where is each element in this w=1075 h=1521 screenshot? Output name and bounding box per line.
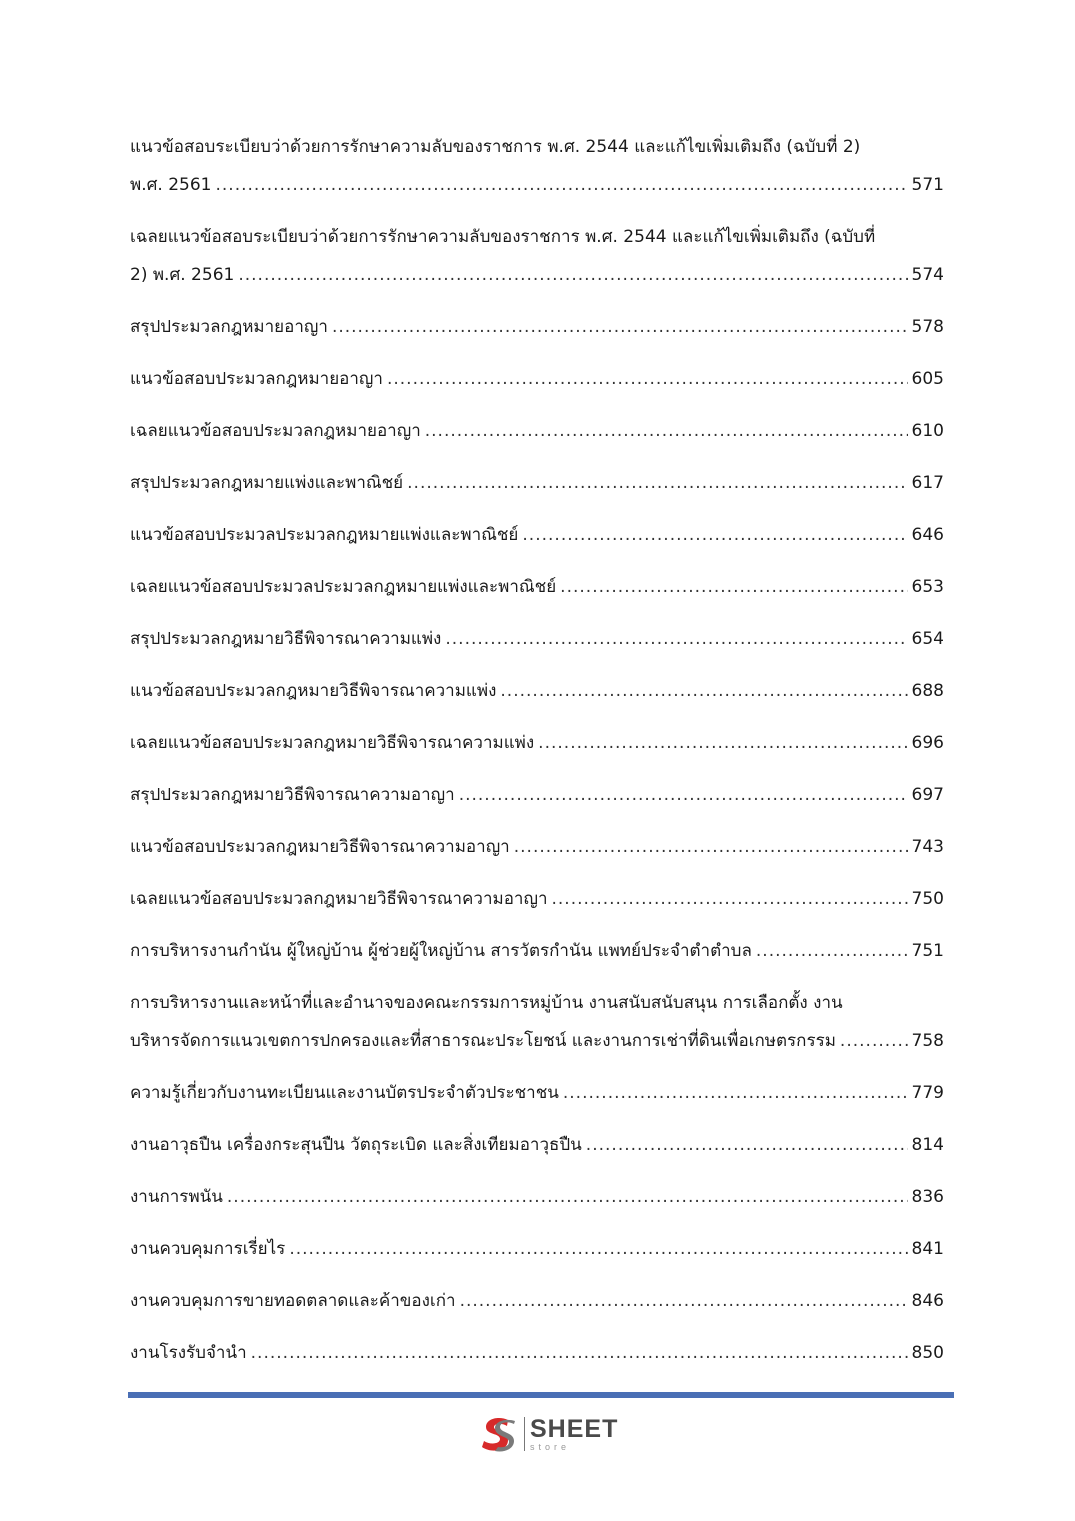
toc-entry[interactable] <box>130 1334 944 1372</box>
toc-entry[interactable] <box>130 724 944 762</box>
toc-entry-title: เฉลยแนวข้อสอบประมวลกฎหมายวิธีพิจารณาความแพ่ง <box>130 733 535 753</box>
toc-entry-last-line <box>130 568 944 606</box>
toc-entry[interactable] <box>130 620 944 658</box>
toc-entry[interactable] <box>130 568 944 606</box>
dot-leader <box>407 464 907 502</box>
toc-entry-title: เฉลยแนวข้อสอบประมวลประมวลกฎหมายแพ่งและพาณิชย์ <box>130 577 557 597</box>
dot-leader <box>840 1022 908 1060</box>
toc-entry[interactable] <box>130 128 944 204</box>
dot-leader <box>500 672 907 710</box>
logo-subtitle: store <box>530 1441 571 1452</box>
toc-entry[interactable] <box>130 1230 944 1268</box>
toc-page-number: 653 <box>911 577 944 597</box>
toc-entry[interactable] <box>130 776 944 814</box>
toc-entry[interactable] <box>130 984 944 1060</box>
toc-entry-last-line <box>130 620 944 658</box>
toc-entry-title: งานอาวุธปืน เครื่องกระสุนปืน วัตถุระเบิด และสิ่งเทียมอาวุธปืน <box>130 1135 582 1155</box>
toc-page-number: 697 <box>911 785 944 805</box>
toc-page-number: 654 <box>911 629 944 649</box>
toc-entry[interactable] <box>130 218 944 294</box>
toc-entry-title: ความรู้เกี่ยวกับงานทะเบียนและงานบัตรประจำตัวประชาชน <box>130 1083 559 1103</box>
toc-entry-last-line <box>130 464 944 502</box>
toc-entry-title: แนวข้อสอบประมวลประมวลกฎหมายแพ่งและพาณิชย์ <box>130 525 519 545</box>
toc-entry-last-line <box>130 360 944 398</box>
toc-entry-title: บริหารจัดการแนวเขตการปกครองและที่สาธารณะประโยชน์ และงานการเช่าที่ดินเพื่อเกษตรกรรม <box>130 1031 836 1051</box>
toc-entry-title-line: แนวข้อสอบระเบียบว่าด้วยการรักษาความลับของราชการ พ.ศ. 2544 และแก้ไขเพิ่มเติมถึง (ฉบับที่ 2) <box>130 137 861 157</box>
dot-leader <box>227 1178 908 1216</box>
dot-leader <box>289 1230 907 1268</box>
toc-page-number: 696 <box>911 733 944 753</box>
toc-entry-title: พ.ศ. 2561 <box>130 175 212 195</box>
toc-entry[interactable] <box>130 880 944 918</box>
toc-entry-title: แนวข้อสอบประมวลกฎหมายอาญา <box>130 369 383 389</box>
toc-entry[interactable] <box>130 828 944 866</box>
toc-entry-title: การบริหารงานกำนัน ผู้ใหญ่บ้าน ผู้ช่วยผู้ใหญ่บ้าน สารวัตรกำนัน แพทย์ประจำตำตำบล <box>130 941 752 961</box>
sheet-store-logo <box>478 1412 618 1456</box>
toc-page-number: 846 <box>911 1291 944 1311</box>
toc-page-number: 605 <box>911 369 944 389</box>
toc-page-number: 688 <box>911 681 944 701</box>
toc-entry-title: สรุปประมวลกฎหมายวิธีพิจารณาความแพ่ง <box>130 629 442 649</box>
toc-entry-title: เฉลยแนวข้อสอบประมวลกฎหมายวิธีพิจารณาความอาญา <box>130 889 548 909</box>
dot-leader <box>459 776 908 814</box>
toc-entry[interactable] <box>130 412 944 450</box>
toc-entry-last-line <box>130 880 944 918</box>
toc-entry[interactable] <box>130 308 944 346</box>
toc-entry[interactable] <box>130 672 944 710</box>
dot-leader <box>215 166 907 204</box>
logo-name: SHEET <box>530 1414 619 1443</box>
toc-entry-last-line <box>130 1334 944 1372</box>
logo-separator <box>524 1417 525 1451</box>
toc-entry[interactable] <box>130 1074 944 1112</box>
sheet-store-logo-icon <box>478 1413 520 1455</box>
toc-entry-title: แนวข้อสอบประมวลกฎหมายวิธีพิจารณาความแพ่ง <box>130 681 497 701</box>
dot-leader <box>387 360 908 398</box>
dot-leader <box>560 568 907 606</box>
toc-entry-last-line <box>130 256 944 294</box>
toc-entry-last-line <box>130 1230 944 1268</box>
toc-entry-title: แนวข้อสอบประมวลกฎหมายวิธีพิจารณาความอาญา <box>130 837 510 857</box>
logo-wordmark <box>530 1414 619 1452</box>
toc-page-number: 814 <box>911 1135 944 1155</box>
toc-entry-title: งานควบคุมการขายทอดตลาดและค้าของเก่า <box>130 1291 456 1311</box>
table-of-contents <box>130 128 944 1386</box>
toc-page-number: 836 <box>911 1187 944 1207</box>
toc-entry-title: 2) พ.ศ. 2561 <box>130 265 235 285</box>
toc-entry-title-line: การบริหารงานและหน้าที่และอำนาจของคณะกรรมการหมู่บ้าน งานสนับสนับสนุน การเลือกตั้ง งาน <box>130 993 843 1013</box>
dot-leader <box>756 932 908 970</box>
toc-entry-title: สรุปประมวลกฎหมายแพ่งและพาณิชย์ <box>130 473 404 493</box>
dot-leader <box>586 1126 908 1164</box>
toc-page-number: 574 <box>911 265 944 285</box>
toc-page-number: 750 <box>911 889 944 909</box>
dot-leader <box>425 412 908 450</box>
toc-entry-last-line <box>130 932 944 970</box>
toc-page-number: 841 <box>911 1239 944 1259</box>
toc-entry-last-line <box>130 672 944 710</box>
toc-page-number: 758 <box>911 1031 944 1051</box>
toc-page-number: 751 <box>911 941 944 961</box>
dot-leader <box>251 1334 908 1372</box>
footer-rule <box>128 1392 954 1398</box>
toc-entry-title: งานควบคุมการเรี่ยไร <box>130 1239 286 1259</box>
toc-entry-title: สรุปประมวลกฎหมายอาญา <box>130 317 328 337</box>
toc-entry[interactable] <box>130 1282 944 1320</box>
toc-entry-last-line <box>130 724 944 762</box>
dot-leader <box>563 1074 908 1112</box>
toc-entry-last-line <box>130 1022 944 1060</box>
toc-entry-last-line <box>130 828 944 866</box>
toc-entry-title: งานการพนัน <box>130 1187 223 1207</box>
toc-page-number: 850 <box>911 1343 944 1363</box>
toc-page-number: 779 <box>911 1083 944 1103</box>
toc-entry-last-line <box>130 1178 944 1216</box>
toc-page-number: 578 <box>911 317 944 337</box>
toc-entry[interactable] <box>130 464 944 502</box>
toc-page-number: 743 <box>911 837 944 857</box>
toc-entry-last-line <box>130 308 944 346</box>
toc-entry[interactable] <box>130 516 944 554</box>
toc-entry-title: เฉลยแนวข้อสอบประมวลกฎหมายอาญา <box>130 421 421 441</box>
toc-page-number: 646 <box>911 525 944 545</box>
toc-entry-last-line <box>130 166 944 204</box>
toc-entry[interactable] <box>130 360 944 398</box>
toc-entry-title: สรุปประมวลกฎหมายวิธีพิจารณาความอาญา <box>130 785 455 805</box>
toc-entry[interactable] <box>130 932 944 970</box>
toc-entry-last-line <box>130 412 944 450</box>
dot-leader <box>445 620 907 658</box>
toc-entry-last-line <box>130 1282 944 1320</box>
dot-leader <box>552 880 908 918</box>
toc-entry-last-line <box>130 516 944 554</box>
dot-leader <box>238 256 907 294</box>
toc-entry[interactable] <box>130 1126 944 1164</box>
toc-entry-last-line <box>130 776 944 814</box>
toc-page-number: 610 <box>911 421 944 441</box>
dot-leader <box>522 516 907 554</box>
dot-leader <box>514 828 908 866</box>
toc-entry-title-line: เฉลยแนวข้อสอบระเบียบว่าด้วยการรักษาความลับของราชการ พ.ศ. 2544 และแก้ไขเพิ่มเติมถึง (ฉบับที่ <box>130 227 876 247</box>
dot-leader <box>332 308 908 346</box>
toc-entry[interactable] <box>130 1178 944 1216</box>
toc-page-number: 617 <box>911 473 944 493</box>
dot-leader <box>538 724 907 762</box>
toc-entry-title: งานโรงรับจำนำ <box>130 1343 247 1363</box>
dot-leader <box>460 1282 908 1320</box>
toc-entry-last-line <box>130 1126 944 1164</box>
toc-page-number: 571 <box>911 175 944 195</box>
toc-entry-last-line <box>130 1074 944 1112</box>
